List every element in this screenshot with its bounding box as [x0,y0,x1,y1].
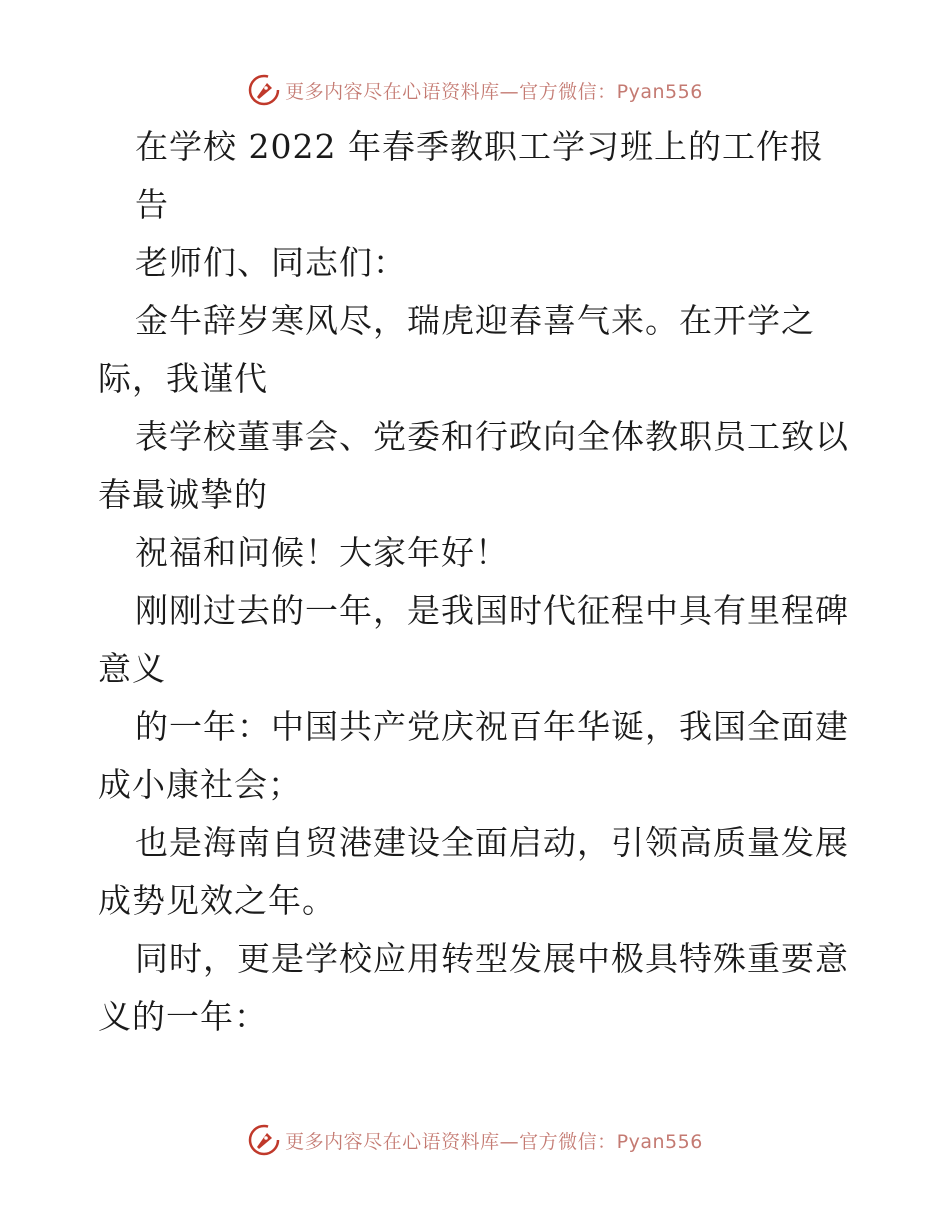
footer-watermark [0,1120,950,1160]
paragraph-line: 也是海南自贸港建设全面启动，引领高质量发展 [135,823,849,862]
paragraph-line: 成小康社会； [98,765,302,804]
paragraph-line: 义的一年： [98,997,268,1036]
paragraph-line: 表学校董事会、党委和行政向全体教职员工致以 [135,417,849,456]
title-line-1: 在学校 2022 年春季教职工学习班上的工作报 [135,127,824,166]
paragraph-line: 际，我谨代 [98,359,268,398]
paragraph-line: 祝福和问候！大家年好！ [135,533,509,572]
paragraph-line: 春最诚挚的 [98,475,268,514]
salutation: 老师们、同志们： [135,243,407,282]
title-line-2: 告 [135,185,169,224]
paragraph-line: 刚刚过去的一年，是我国时代征程中具有里程碑 [135,591,849,630]
paragraph-line: 意义 [98,649,166,688]
paragraph-line: 成势见效之年。 [98,881,336,920]
paragraph-line: 金牛辞岁寒风尽，瑞虎迎春喜气来。在开学之 [135,301,815,340]
document-body [98,118,858,1046]
pen-nib-logo-icon [247,73,281,107]
header-watermark [0,70,950,110]
paragraph-line: 同时，更是学校应用转型发展中极具特殊重要意 [135,939,849,978]
paragraph-line: 的一年：中国共产党庆祝百年华诞，我国全面建 [135,707,849,746]
footer-watermark-text: 更多内容尽在心语资料库—官方微信：Pyan556 [285,1130,703,1153]
header-watermark-text: 更多内容尽在心语资料库—官方微信：Pyan556 [285,80,703,103]
pen-nib-logo-icon [247,1123,281,1157]
